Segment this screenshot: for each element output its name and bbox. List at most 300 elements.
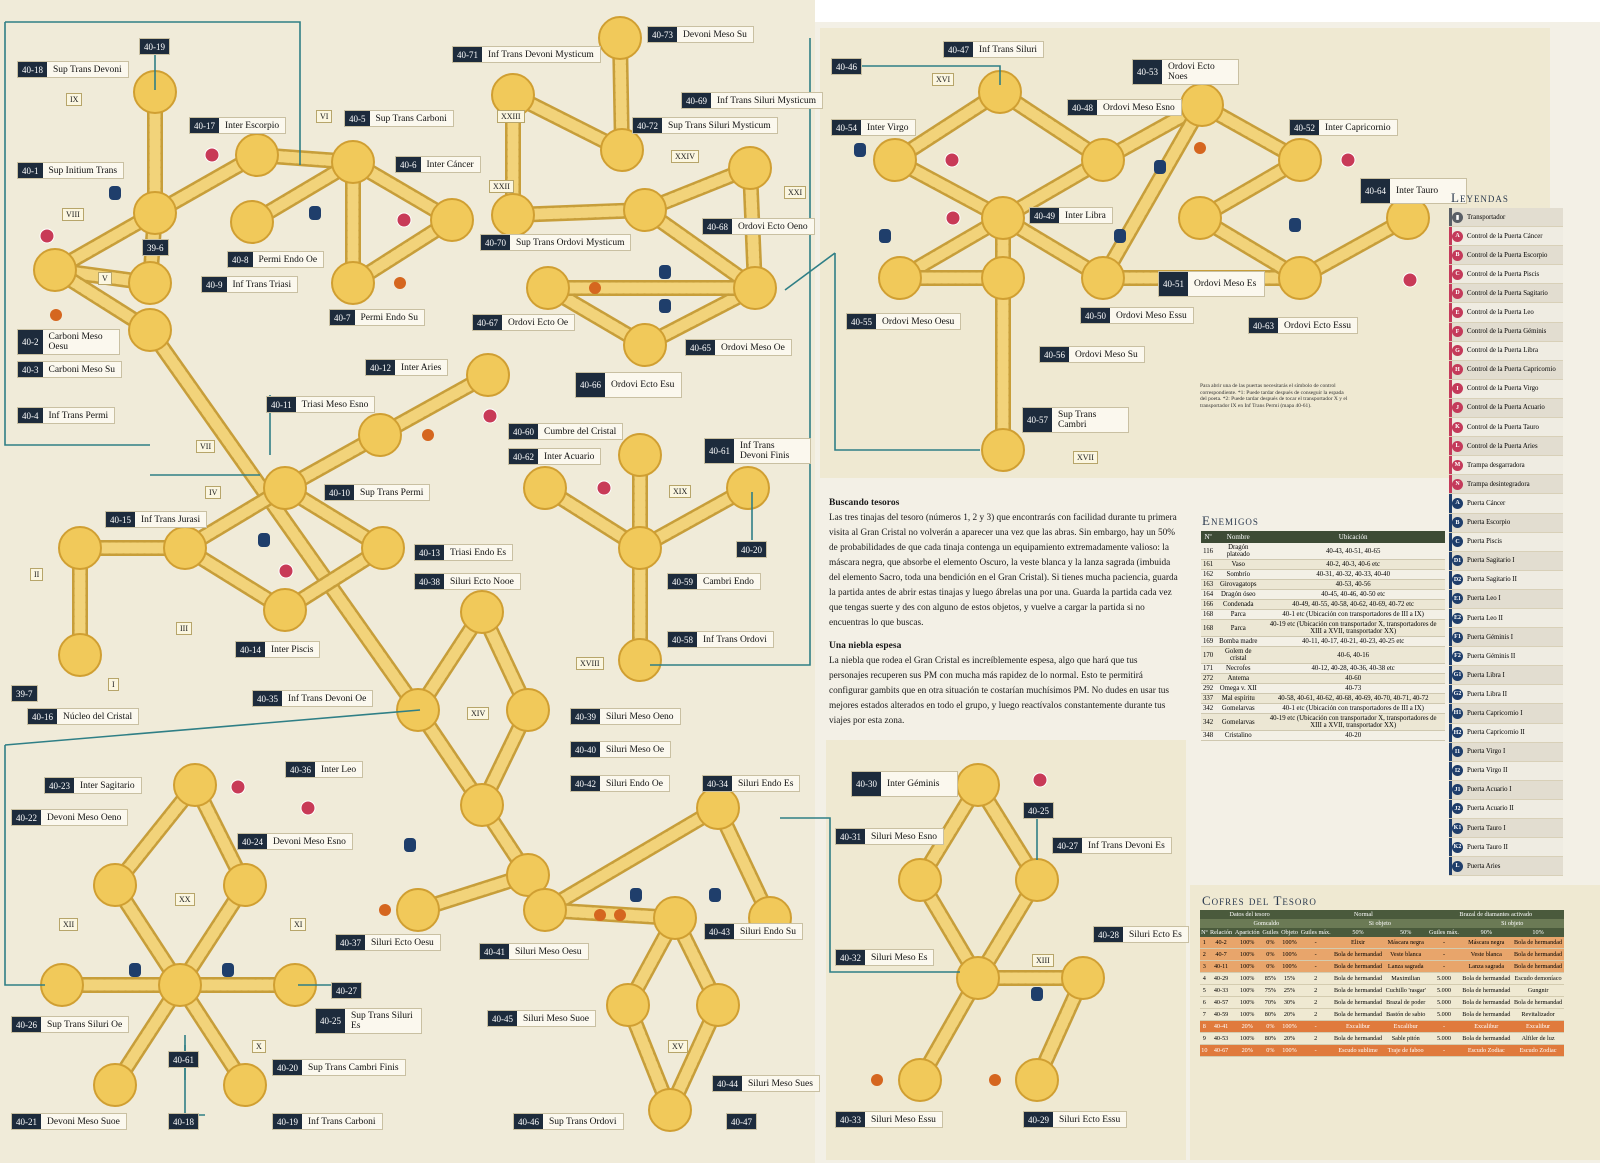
table-cell: 100% [1233, 985, 1261, 997]
location-id: 40-54 [832, 120, 861, 135]
legend-color-bar [1449, 781, 1452, 799]
table-cell: 100% [1280, 937, 1299, 949]
treasure-header-cell: Nº [1201, 929, 1208, 936]
legend-item [1449, 227, 1563, 246]
location-id: 40-18 [18, 62, 47, 77]
legend-icon: J [1452, 402, 1463, 413]
door-icon [854, 143, 866, 157]
location-name: Sup Trans Ordovi [543, 1114, 623, 1129]
location-id: 40-45 [488, 1011, 517, 1026]
door-icon [1031, 987, 1043, 1001]
table-cell: - [1299, 937, 1332, 949]
legend-icon: B [1452, 250, 1463, 261]
table-cell: 40-67 [1209, 1045, 1234, 1057]
legend-label: Control de la Puerta Virgo [1467, 385, 1539, 393]
table-cell: 0% [1261, 961, 1280, 973]
room-node [729, 147, 771, 189]
location-id: 40-21 [12, 1114, 41, 1129]
table-row [1201, 694, 1445, 704]
treasure-header-cell: Relación [1210, 929, 1233, 936]
location-id: 40-57 [1023, 408, 1052, 432]
location-id: 40-32 [836, 950, 865, 965]
legend-label: Puerta Leo II [1467, 614, 1503, 622]
teleport-route [5, 745, 45, 985]
table-row [1201, 647, 1445, 664]
table-cell: 40-2, 40-3, 40-6 etc [1261, 560, 1445, 570]
table-cell: Gomelarvas [1215, 714, 1261, 731]
legend-color-bar [1449, 208, 1452, 226]
location-id: 40-33 [836, 1112, 865, 1127]
treasure-chest-icon [1194, 142, 1206, 154]
door-icon [109, 186, 121, 200]
location-name: Inf Trans Triasi [227, 277, 298, 292]
treasure-header-cell: Guiles máx. [1429, 929, 1459, 936]
map-location-label [514, 1114, 623, 1129]
table-cell: Condenada [1215, 600, 1261, 610]
table-cell: 2 [1299, 985, 1332, 997]
table-cell: 80% [1261, 1033, 1280, 1045]
table-cell: 5.000 [1428, 1009, 1461, 1021]
room-node [359, 414, 401, 456]
table-cell: Dragón óseo [1215, 590, 1261, 600]
table-row [1201, 570, 1445, 580]
map-location-label [481, 235, 630, 250]
table-cell: 15% [1280, 973, 1299, 985]
legend-item [1449, 666, 1563, 685]
map-location-label [236, 642, 319, 657]
table-row [1200, 1009, 1564, 1021]
gate-control-icon [1033, 773, 1047, 787]
gate-control-icon [231, 780, 245, 794]
legend-color-bar [1449, 456, 1452, 474]
table-cell: Bola de hermandad [1332, 1009, 1384, 1021]
table-cell: 100% [1280, 1045, 1299, 1057]
table-cell: Escudo sublime [1332, 1045, 1384, 1057]
location-id: 40-25 [1024, 803, 1053, 818]
table-cell: 40-19 etc (Ubicación con transportador X, transportadores de XIII a XVII, transportador XX) [1261, 714, 1445, 731]
legend-label: Control de la Puerta Escorpio [1467, 251, 1548, 259]
table-cell: Traje de faboo [1384, 1045, 1428, 1057]
legend-color-bar [1449, 819, 1452, 837]
location-name: Inf Trans Devoni Oe [282, 691, 372, 706]
legend-icon: L [1452, 441, 1463, 452]
location-name: Inf Trans Jurasi [135, 512, 206, 527]
location-id: 40-13 [415, 545, 444, 560]
room-node [619, 434, 661, 476]
location-name: Inf Trans Ordovi [697, 632, 773, 647]
location-name: Permi Endo Oe [253, 252, 324, 267]
table-cell: Veste blanca [1460, 949, 1512, 961]
treasure-chest-icon [989, 1074, 1001, 1086]
table-cell: 40-73 [1261, 684, 1445, 694]
table-cell: Excalibur [1332, 1021, 1384, 1033]
table-cell: Necrofes [1215, 664, 1261, 674]
table-cell: Gungnir [1512, 985, 1564, 997]
location-id: 40-20 [737, 542, 766, 557]
location-name: Inter Virgo [861, 120, 915, 135]
map-location-label [1023, 408, 1128, 432]
transporter-number: XI [290, 918, 306, 931]
legend-label: Control de la Puerta Acuario [1467, 404, 1545, 412]
table-row [1200, 985, 1564, 997]
table-cell: 164 [1203, 591, 1214, 598]
table-cell: 5 [1200, 985, 1209, 997]
location-id: 40-5 [345, 111, 370, 126]
location-name: Devoni Meso Esno [267, 834, 352, 849]
article-heading-1: Buscando tesoros [829, 498, 900, 508]
location-id: 40-72 [633, 118, 662, 133]
location-id: 40-50 [1081, 308, 1110, 323]
room-node [231, 201, 273, 243]
location-id: 40-61 [169, 1052, 198, 1067]
table-cell: - [1428, 1045, 1461, 1057]
location-id: 40-61 [705, 439, 734, 463]
map-location-label [836, 950, 933, 965]
table-cell: Bola de hermandad [1332, 997, 1384, 1009]
legend-color-bar [1449, 514, 1452, 532]
table-cell: 170 [1201, 647, 1215, 664]
table-cell: 40-20 [1261, 731, 1445, 741]
table-cell: 337 [1203, 695, 1214, 702]
table-row [1201, 620, 1445, 637]
location-id: 40-9 [202, 277, 227, 292]
treasure-header-cell [1200, 919, 1233, 928]
table-cell: 2 [1299, 1009, 1332, 1021]
table-cell: 9 [1200, 1033, 1209, 1045]
map-location-label [1068, 100, 1181, 115]
map-location-label [228, 252, 323, 267]
table-cell: 40-7 [1209, 949, 1234, 961]
table-cell: 171 [1203, 665, 1214, 672]
location-name: Triasi Endo Es [444, 545, 512, 560]
legend-item [1449, 781, 1563, 800]
location-id: 40-31 [836, 829, 865, 844]
enemies-column-header: Ubicación [1261, 531, 1445, 543]
table-row [1201, 590, 1445, 600]
location-name: Ordovi Ecto Oeno [732, 219, 814, 234]
room-node [224, 864, 266, 906]
treasure-header-cell: 50% [1332, 928, 1384, 937]
legend-item [1449, 743, 1563, 762]
legend-color-bar [1449, 418, 1452, 436]
door-icon [222, 963, 234, 977]
location-name: Triasi Meso Esno [296, 397, 375, 412]
legend-color-bar [1449, 571, 1452, 589]
legend-item [1449, 284, 1563, 303]
treasure-header-cell: Si objeto [1332, 919, 1427, 928]
door-icon [258, 533, 270, 547]
legend-icon: L [1452, 861, 1463, 872]
treasure-chest-icon [594, 909, 606, 921]
table-cell: Excalibur [1512, 1021, 1564, 1033]
location-name: Sup Trans Ordovi Mysticum [510, 235, 630, 250]
table-cell: 85% [1261, 973, 1280, 985]
table-row [1200, 949, 1564, 961]
treasure-header-cell: Brazal de diamantes activado [1428, 910, 1565, 919]
room-node [59, 634, 101, 676]
table-cell: Bola de hermandad [1332, 985, 1384, 997]
map-location-label [253, 691, 372, 706]
location-id: 40-42 [571, 776, 600, 791]
location-name: Ordovi Meso Su [1069, 347, 1144, 362]
treasure-header-cell: Objeto [1281, 929, 1298, 936]
legend-color-bar [1449, 399, 1452, 417]
table-cell: 75% [1261, 985, 1280, 997]
transporter-number: I [108, 678, 119, 691]
location-name: Permi Endo Su [355, 310, 425, 325]
location-id: 40-15 [106, 512, 135, 527]
map-location-label [1159, 272, 1264, 296]
location-id: 40-11 [267, 397, 296, 412]
location-name: Sup Trans Cambri [1052, 408, 1128, 432]
room-node [899, 859, 941, 901]
map-location-label [473, 315, 574, 330]
table-cell: 40-53, 40-56 [1261, 580, 1445, 590]
room-node [524, 889, 566, 931]
map-location-label [836, 829, 943, 844]
gate-control-icon [301, 801, 315, 815]
legend-color-bar [1449, 284, 1452, 302]
location-name: Siluri Ecto Nooe [444, 574, 520, 589]
transporter-number: VI [316, 110, 332, 123]
map-location-label [18, 163, 123, 178]
legend-color-bar [1449, 227, 1452, 245]
map-location-label [705, 439, 810, 463]
location-name: Siluri Meso Esno [865, 829, 943, 844]
table-cell: 169 [1203, 638, 1214, 645]
transporter-number: XVI [932, 73, 954, 86]
location-name: Inter Tauro [1390, 179, 1466, 203]
location-name: Carboni Meso Su [43, 362, 122, 377]
map-location-label [396, 157, 480, 172]
room-node [236, 134, 278, 176]
map-location-label [737, 542, 766, 557]
table-cell: Bola de hermandad [1332, 973, 1384, 985]
location-name: Inter Piscis [265, 642, 319, 657]
location-name: Siluri Endo Es [732, 776, 799, 791]
map-location-label [12, 1114, 126, 1129]
map-location-label [832, 59, 861, 74]
table-cell: Omega v. XII [1215, 684, 1261, 694]
legend-label: Puerta Géminis II [1467, 652, 1516, 660]
legend-item [1449, 399, 1563, 418]
location-name: Inter Libra [1059, 208, 1112, 223]
legend-icon: G1 [1452, 670, 1463, 681]
legend-label: Puerta Libra II [1467, 690, 1508, 698]
location-name: Inter Capricornio [1319, 120, 1397, 135]
map-location-label [1290, 120, 1397, 135]
location-id: 40-16 [28, 709, 57, 724]
enemies-column-header: Nº [1201, 531, 1215, 543]
table-row [1201, 610, 1445, 620]
legend-icon: E1 [1452, 593, 1463, 604]
transporter-number: XIII [1032, 954, 1054, 967]
gate-control-icon [597, 481, 611, 495]
legend-label: Puerta Virgo I [1467, 748, 1506, 756]
map-location-label [330, 310, 424, 325]
transporter-number: XX [175, 893, 195, 906]
location-id: 40-43 [705, 924, 734, 939]
map-location-label [832, 120, 915, 135]
location-name: Cumbre del Cristal [538, 424, 622, 439]
legend-icon: C [1452, 269, 1463, 280]
location-id: 40-59 [668, 574, 697, 589]
legend-item [1449, 590, 1563, 609]
map-location-label [12, 686, 37, 701]
location-name: Sup Trans Carboni [370, 111, 453, 126]
legend-item [1449, 475, 1563, 494]
location-name: Sup Trans Siluri Mysticum [662, 118, 777, 133]
location-name: Núcleo del Cristal [57, 709, 138, 724]
location-id: 40-30 [852, 772, 881, 796]
location-id: 40-25 [316, 1009, 345, 1033]
transporter-number: XIV [467, 707, 489, 720]
table-cell: Gomelarvas [1215, 704, 1261, 714]
location-id: 40-20 [273, 1060, 302, 1075]
location-id: 40-58 [668, 632, 697, 647]
table-cell: 2 [1299, 997, 1332, 1009]
table-cell: 40-2 [1209, 937, 1234, 949]
location-name: Inf Trans Carboni [302, 1114, 382, 1129]
location-id: 40-19 [140, 39, 169, 54]
map-location-label [1024, 1112, 1126, 1127]
table-cell: 342 [1203, 705, 1214, 712]
room-node [174, 764, 216, 806]
legend-icon: I [1452, 383, 1463, 394]
table-cell: Brazal de poder [1384, 997, 1428, 1009]
table-cell: 272 [1203, 675, 1214, 682]
legend-label: Puerta Escorpio [1467, 519, 1511, 527]
location-name: Siluri Endo Oe [600, 776, 669, 791]
legend-label: Trampa desintegradora [1467, 480, 1530, 488]
gate-control-icon [945, 153, 959, 167]
gate-control-icon [279, 564, 293, 578]
legend-item [1449, 628, 1563, 647]
table-cell: Bola de hermandad [1460, 1009, 1512, 1021]
room-node [264, 467, 306, 509]
map-location-label [415, 545, 512, 560]
location-id: 40-28 [1094, 927, 1123, 942]
location-id: 40-53 [1133, 60, 1162, 84]
legend-icon: H2 [1452, 727, 1463, 738]
location-id: 40-18 [169, 1114, 198, 1129]
table-cell: Bola de hermandad [1460, 985, 1512, 997]
transporter-number: XV [668, 1040, 688, 1053]
room-node [619, 639, 661, 681]
location-name: Siluri Endo Su [734, 924, 802, 939]
table-cell: 0% [1261, 937, 1280, 949]
location-name: Ordovi Ecto Essu [1278, 318, 1357, 333]
legend-icon: B [1452, 517, 1463, 528]
map-location-label [1133, 60, 1238, 84]
legend-icon: K2 [1452, 842, 1463, 853]
gate-control-icon [205, 148, 219, 162]
location-name: Ordovi Ecto Esu [605, 373, 681, 397]
room-node [727, 467, 769, 509]
location-id: 40-27 [1053, 838, 1082, 853]
room-node [1082, 257, 1124, 299]
room-node [1279, 257, 1321, 299]
legend-color-bar [1449, 609, 1452, 627]
location-id: 40-3 [18, 362, 43, 377]
table-cell: Parca [1215, 620, 1261, 637]
transporter-number: XXIII [497, 110, 525, 123]
map-location-label [238, 834, 352, 849]
table-cell: Máscara negra [1384, 937, 1428, 949]
room-node [41, 964, 83, 1006]
location-id: 40-70 [481, 235, 510, 250]
legend-label: Puerta Géminis I [1467, 633, 1514, 641]
location-id: 40-4 [18, 408, 43, 423]
door-icon [879, 229, 891, 243]
table-cell: Escudo Zodiac [1460, 1045, 1512, 1057]
room-node [264, 589, 306, 631]
location-id: 40-39 [571, 709, 600, 724]
legend-item [1449, 571, 1563, 590]
table-cell: 100% [1280, 1021, 1299, 1033]
room-node [461, 591, 503, 633]
legend-item [1449, 762, 1563, 781]
map-location-label [648, 27, 753, 42]
location-id: 40-22 [12, 810, 41, 825]
door-icon [709, 888, 721, 902]
treasure-header-cell: 10% [1512, 928, 1564, 937]
treasure-header-cell: Normal [1299, 910, 1427, 919]
location-name: Ordovi Ecto Noes [1162, 60, 1238, 84]
map-location-label [703, 776, 799, 791]
legend-item [1449, 208, 1563, 227]
legend-color-bar [1449, 628, 1452, 646]
map-location-label [332, 983, 361, 998]
transporter-number: VIII [62, 208, 84, 221]
legend-icon: G2 [1452, 689, 1463, 700]
table-cell: 40-57 [1209, 997, 1234, 1009]
article [829, 496, 1179, 737]
map-location-label [633, 118, 777, 133]
location-name: Inf Trans Siluri Mysticum [711, 93, 822, 108]
table-cell: Veste blanca [1384, 949, 1428, 961]
table-cell: 40-58, 40-61, 40-62, 40-68, 40-69, 40-70, 40-71, 40-72 [1261, 694, 1445, 704]
map-location-label [488, 1011, 595, 1026]
location-name: Inf Trans Devoni Mysticum [482, 47, 600, 62]
table-cell: Bomba madre [1215, 637, 1261, 647]
legend-icon: J1 [1452, 784, 1463, 795]
treasure-header-cell [1428, 919, 1461, 928]
article-heading-2: Una niebla espesa [829, 641, 902, 651]
legend-icon: D1 [1452, 555, 1463, 566]
table-cell: - [1428, 1021, 1461, 1033]
room-node [957, 957, 999, 999]
transporter-number: VII [196, 440, 215, 453]
table-cell: 40-29 [1209, 973, 1234, 985]
map-location-label [944, 42, 1043, 57]
legend-item [1449, 647, 1563, 666]
map-location-label [143, 240, 168, 255]
legend-color-bar [1449, 724, 1452, 742]
treasure-header-cell: Guiles máx. [1300, 929, 1331, 936]
location-id: 40-38 [415, 574, 444, 589]
room-node [982, 429, 1024, 471]
table-cell: Excalibur [1384, 1021, 1428, 1033]
legend-icon: ▮ [1452, 212, 1463, 223]
room-node [649, 1089, 691, 1131]
location-name: Devoni Meso Su [677, 27, 753, 42]
table-cell: 40-45, 40-46, 40-50 etc [1261, 590, 1445, 600]
table-row [1201, 543, 1445, 560]
legend-label: Puerta Sagitario I [1467, 557, 1515, 565]
location-id: 40-40 [571, 742, 600, 757]
room-node [697, 787, 739, 829]
